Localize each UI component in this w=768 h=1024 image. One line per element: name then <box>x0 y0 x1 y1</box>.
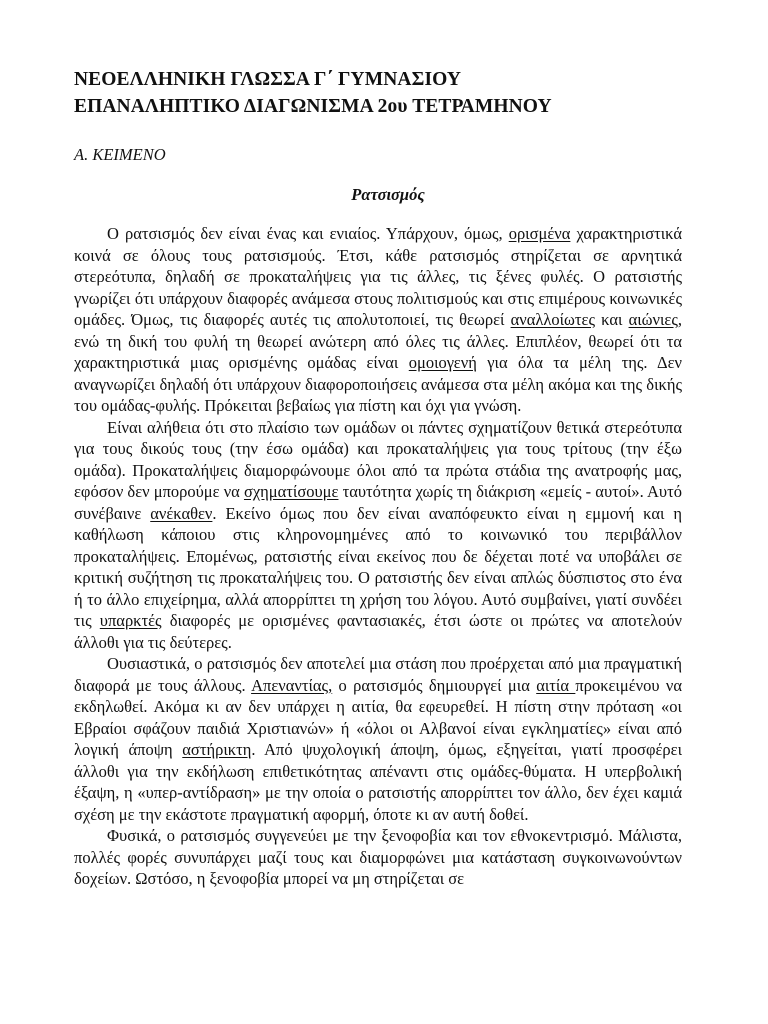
paragraph-text: Ο ρατσισμός δεν είναι ένας και ενιαίος. Υπάρχουν, όμως, <box>107 224 509 243</box>
underlined-word: υπαρκτές <box>99 611 162 630</box>
underlined-word: ομοιογενή <box>408 353 477 372</box>
underlined-word: αιώνιες <box>628 310 678 329</box>
paragraph-text: προκειμένου να εκδηλωθεί. Ακόμα κι αν δεν υπάρχει η αιτία, θα εφευρεθεί. Η πίστη στην πρόταση «οι Εβραίοι σφάζουν παιδιά Χριστιανών» ή «όλοι οι Αλβανοί είναι εγκληματίες» είναι από λογική άποψη <box>74 675 682 759</box>
title-line-1: ΝΕΟΕΛΛΗΝΙΚΗ ΓΛΩΣΣΑ Γ΄ ΓΥΜΝΑΣΙΟΥ <box>74 69 462 90</box>
paragraph-text: και <box>595 310 629 329</box>
underlined-word: αναλλοίωτες <box>510 310 595 329</box>
paragraph-text: χαρακτηριστικά κοινά σε όλους τους ρατσισμούς. Έτσι, κάθε ρατσισμός στηρίζεται σε αρνητικά στερεότυπα, δηλαδή σε προκαταλήψεις για τις άλλες, τις ξένες φυλές. Ο ρατσιστής γνωρίζει ότι υπάρχουν διαφορές ανάμεσα στους πολιτισμούς και στις επιμέρους κοινωνικές ομάδες. Όμως, τις διαφορές αυτές τις απολυτοποιεί, τις θεωρεί <box>74 224 682 329</box>
underlined-word: ανέκαθεν <box>150 503 213 523</box>
document-title <box>74 66 682 120</box>
paragraph-text: για όλα τα μέλη της. Δεν αναγνωρίζει δηλαδή ότι υπάρχουν διαφοροποιήσεις ανάμεσα στα μέλη ακόμα και της δικής του ομάδας-φυλής. Πρόκειται βεβαίως για πίστη και όχι για γνώση. <box>74 353 683 415</box>
text-heading: Ρατσισμός <box>351 185 425 204</box>
paragraph-text: Ουσιαστικά, ο ρατσισμός δεν αποτελεί μια στάση που προέρχεται από μια πραγματική διαφορά με τους άλλους. <box>74 654 682 695</box>
underlined-word: αστήρικτη <box>182 740 252 759</box>
paragraph-text: . Εκείνο όμως που δεν είναι αναπόφευκτο είναι η εμμονή και η καθήλωση κάποιου στις κληρονομημένες από το κοινωνικό του περιβάλλον προκαταλήψεις. Επομένως, ρατσιστής είναι εκείνος που δε δέχεται ποτέ να υποβάλει σε κριτική συζήτηση τις προκαταλήψεις του. Ο ρατσιστής δεν είναι απλώς δύσπιστος στο ένα ή το άλλο επιχείρημα, αλλά απορρίπτει τη χρήση του λόγου. Αυτό συμβαίνει, γιατί συνδέει τις <box>74 503 682 630</box>
paragraph-3 <box>74 653 682 825</box>
underlined-word: ορισμένα <box>508 224 571 243</box>
paragraph-text: ο ρατσισμός δημιουργεί μια <box>332 675 537 695</box>
paragraph-text: Είναι αλήθεια ότι στο πλαίσιο των ομάδων οι πάντες σχηματίζουν θετικά στερεότυπα για τους δικούς τους (την έσω ομάδα) και προκαταλήψεις για τους τρίτους (την έξω ομάδα). Προκαταλήψεις διαμορφώνουμε όλοι από τα πρώτα στάδια της ανατροφής μας, εφόσον δεν μπορούμε να <box>74 417 682 501</box>
underlined-word: Απεναντίας, <box>251 675 333 695</box>
underlined-word: σχηματίσουμε <box>243 482 339 501</box>
paragraph-text: , ενώ τη δική του φυλή τη θεωρεί ανώτερη από όλες τις άλλες. Επιπλέον, θεωρεί ότι τα χαρακτηριστικά μιας ορισμένης ομάδας είναι <box>74 310 682 372</box>
paragraph-text: Φυσικά, ο ρατσισμός συγγενεύει με την ξενοφοβία και τον εθνοκεντρισμό. Μάλιστα, πολλές φορές συνυπάρχει μαζί τους και διαμορφώνει μια κατάσταση συγκοινωνούντων δοχείων. Ωστόσο, η ξενοφοβία μπορεί να μη στηρίζεται σε <box>74 826 682 888</box>
section-label: Α. ΚΕΙΜΕΝΟ <box>74 145 166 164</box>
paragraph-4 <box>74 825 682 890</box>
paragraph-2 <box>74 417 682 654</box>
paragraph-text: διαφορές με ορισμένες φαντασιακές, έτσι ώστε οι πρώτες να αποτελούν άλλοθι για τις δεύτερες. <box>74 611 682 652</box>
paragraph-1 <box>74 223 682 417</box>
paragraph-text: . Από ψυχολογική άποψη, όμως, εξηγείται, γιατί προσφέρει άλλοθι για την εκδήλωση επιθετικότητας απέναντι στις ομάδες-θύματα. Η υπερβολική έξαψη, η «υπερ-αντίδραση» με την οποία ο ρατσιστής απορρίπτει τον άλλο, δεν έχει καμιά σχέση με την εκάστοτε πραγματική αφορμή, όποτε κι αν αυτή δοθεί. <box>74 740 683 824</box>
paragraph-text: ταυτότητα χωρίς τη διάκριση «εμείς - αυτοί». Αυτό συνέβαινε <box>74 482 682 523</box>
underlined-word: αιτία <box>536 675 576 695</box>
title-line-2: ΕΠΑΝΑΛΗΠΤΙΚΟ ΔΙΑΓΩΝΙΣΜΑ 2ου ΤΕΤΡΑΜΗΝΟΥ <box>74 96 552 117</box>
